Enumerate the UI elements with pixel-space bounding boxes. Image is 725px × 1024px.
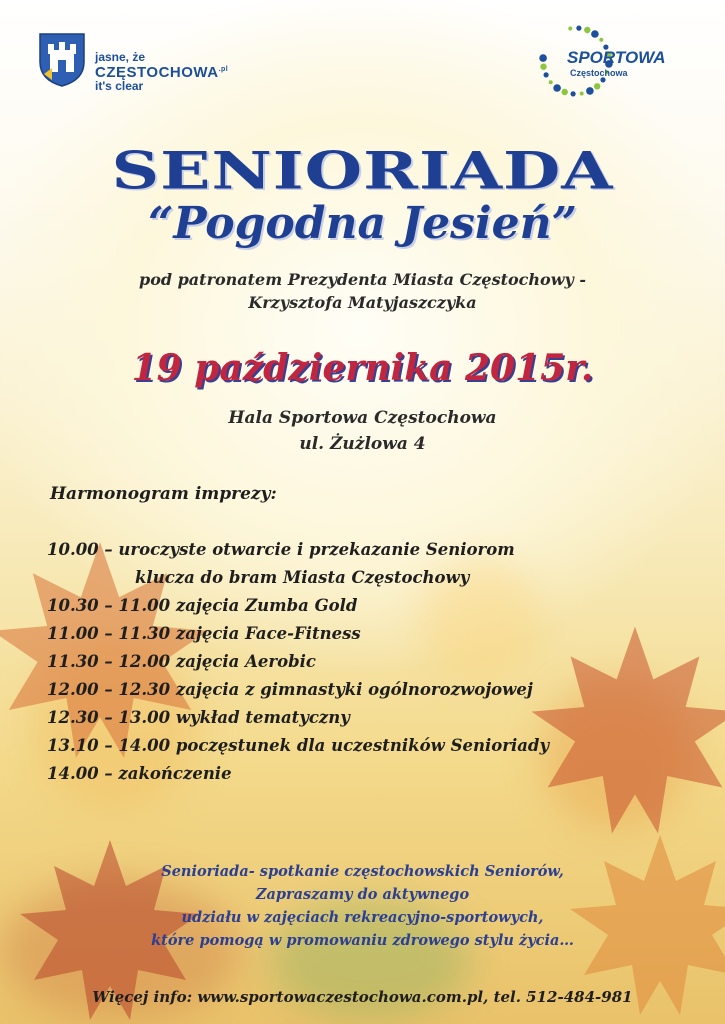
invitation-line: Zapraszamy do aktywnego (255, 886, 470, 903)
city-tagline: jasne, że (95, 50, 146, 64)
schedule-list (47, 536, 549, 788)
event-title: SENIORIADA (111, 140, 614, 201)
logo-dot (571, 91, 576, 96)
patronage-line: pod patronatem Prezydenta Miasta Częstochowy - (139, 270, 586, 289)
schedule-heading: Harmonogram imprezy: (50, 484, 277, 504)
city-tagline-english: it's clear (95, 79, 144, 93)
schedule-item: 13.10 – 14.00 poczęstunek dla uczestników Senioriady (47, 736, 550, 755)
sportowa-city: Częstochowa (570, 68, 628, 78)
venue-address: ul. Żużlowa 4 (299, 434, 426, 454)
schedule-item: 10.30 – 11.00 zajęcia Zumba Gold (47, 596, 358, 615)
schedule-item-continuation: klucza do bram Miasta Częstochowy (135, 568, 470, 587)
schedule-item: 10.00 – uroczyste otwarcie i przekazanie Seniorom (47, 540, 515, 559)
invitation-line: Senioriada- spotkanie częstochowskich Seniorów, (161, 863, 564, 880)
sportowa-name: SPORTOWA (567, 48, 666, 67)
logo-dot (576, 26, 581, 31)
logo-dot (600, 77, 605, 82)
patronage-line: Krzysztofa Matyjaszczyka (248, 293, 477, 312)
schedule-item: 11.00 – 11.30 zajęcia Face-Fitness (47, 624, 361, 643)
logo-dot (540, 64, 546, 70)
event-date: 19 października 2015r. (131, 347, 594, 389)
schedule-item: 12.00 – 12.30 zajęcia z gimnastyki ogólnorozwojowej (47, 680, 533, 699)
logo-dot (584, 27, 590, 33)
logo-dot (549, 80, 553, 84)
logo-dot (580, 92, 584, 96)
logo-dot (539, 54, 547, 62)
patronage (0, 268, 725, 314)
event-subtitle: “Pogodna Jesień” (148, 198, 577, 249)
logo-dot (591, 30, 599, 38)
sportowa-logo (536, 20, 686, 102)
schedule-item: 14.00 – zakończenie (47, 764, 232, 783)
logo-dot (544, 72, 549, 77)
city-brand (95, 50, 228, 93)
venue (0, 405, 725, 457)
invitation-line: które pomogą w promowaniu zdrowego stylu życia… (151, 932, 574, 949)
schedule-item: 12.30 – 13.00 wykład tematyczny (47, 708, 350, 727)
logo-dot (599, 38, 603, 42)
venue-name: Hala Sportowa Częstochowa (228, 408, 497, 428)
city-name: CZĘSTOCHOWA (95, 64, 219, 81)
invitation-line: udziału w zajęciach rekreacyjno-sportowych, (181, 909, 544, 926)
logo-dot (553, 84, 561, 92)
invitation (0, 860, 725, 952)
footer-contact: Więcej info: www.sportowaczestochowa.com.pl, tel. 512-484-981 (92, 988, 633, 1006)
logo-dot (562, 89, 568, 95)
city-domain-suffix: .pl (218, 66, 229, 73)
logo-dot (586, 87, 594, 95)
logo-dot (594, 83, 600, 89)
logo-dot (568, 27, 572, 31)
city-crest-icon (38, 32, 86, 88)
schedule-item: 11.30 – 12.00 zajęcia Aerobic (47, 652, 316, 671)
